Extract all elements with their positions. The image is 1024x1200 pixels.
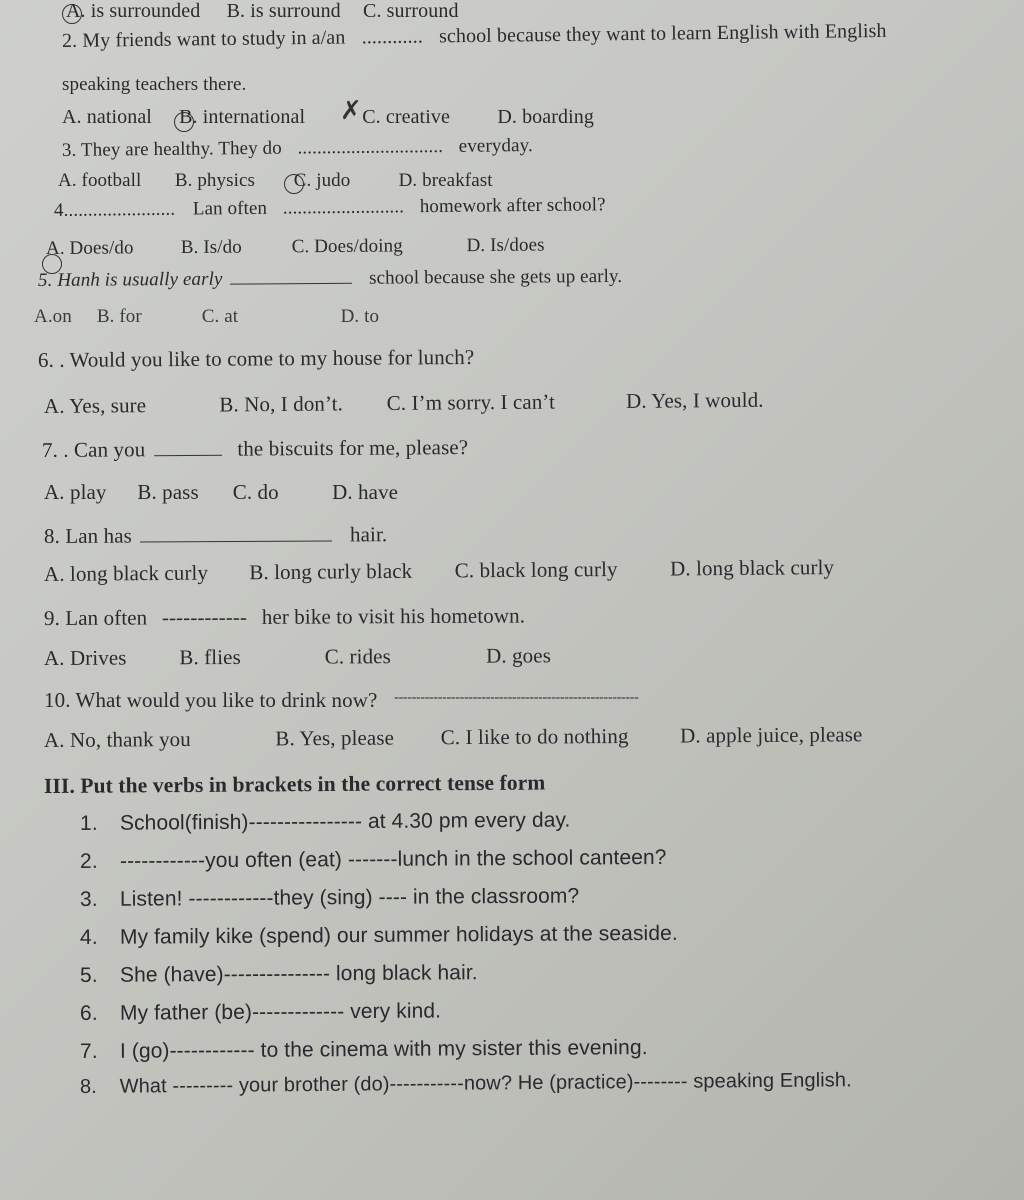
section3-item-num: 8.	[79, 1075, 97, 1098]
q4-mid: Lan often	[192, 197, 268, 220]
q7-option-a: A. play	[44, 480, 107, 504]
q10-option-a: A. No, thank you	[43, 726, 191, 752]
section3-item-text: I (go)------------ to the cinema with my sister this evening.	[119, 1036, 648, 1063]
q9-options	[44, 643, 551, 671]
q1-options	[66, 0, 459, 23]
q9-option-b: B. flies	[179, 644, 241, 670]
q8-stem-a: 8. Lan has	[43, 523, 132, 548]
q6-stem-text: 6. . Would you like to come to my house for lunch?	[37, 344, 475, 372]
q10-option-d: D. apple juice, please	[679, 722, 863, 748]
q1-option-c: C. surround	[363, 0, 459, 22]
q9-stem-a: 9. Lan often	[43, 605, 148, 630]
q5-option-b: B. for	[96, 306, 142, 327]
q6-stem	[38, 345, 474, 373]
q2-options	[62, 106, 594, 129]
q9-option-d: D. goes	[486, 643, 551, 668]
q6-option-a: A. Yes, sure	[43, 393, 147, 418]
strike-mark-q2-c: ✗	[340, 96, 362, 125]
section3-item-text: Listen! ------------they (sing) ---- in the classroom?	[119, 884, 580, 911]
q6-option-b: B. No, I don’t.	[219, 391, 344, 417]
q4-lead: 4.......................	[53, 198, 176, 221]
q3-option-b: B. physics	[174, 170, 256, 191]
q6-option-d: D. Yes, I would.	[625, 387, 764, 413]
q2-dots: ............	[361, 25, 423, 49]
q4-option-c: C. Does/doing	[291, 235, 403, 258]
q9-stem-b: her bike to visit his hometown.	[261, 603, 526, 629]
q1-option-b: B. is surround	[226, 0, 341, 22]
section3-item-4	[80, 922, 678, 950]
section3-item-2	[80, 846, 667, 874]
q9-option-a: A. Drives	[43, 645, 127, 670]
q5-option-d: D. to	[340, 306, 380, 327]
section3-item-7	[80, 1036, 648, 1064]
q10-dashes: --------------------------------------------------------	[394, 690, 639, 705]
section3-item-1	[80, 809, 571, 836]
section3-item-num: 4.	[79, 925, 98, 949]
section3-item-6	[80, 999, 441, 1026]
section3-item-5	[80, 961, 478, 988]
q6-options	[44, 388, 764, 419]
q2-option-c: C. creative	[362, 106, 450, 128]
section3-item-8	[80, 1069, 852, 1099]
q9-stem	[44, 603, 525, 631]
q5-option-c: C. at	[201, 306, 239, 327]
q2-stem-a: 2. My friends want to study in a/an	[61, 26, 346, 52]
section3-item-num: 6.	[79, 1001, 98, 1025]
section3-item-num: 1.	[79, 811, 98, 835]
q7-stem-a: 7. . Can you	[41, 437, 146, 462]
section3-item-num: 2.	[79, 849, 98, 873]
q8-stem	[44, 522, 387, 549]
q3-stem-b: everyday.	[458, 135, 533, 157]
q8-option-c: C. black long curly	[454, 556, 618, 583]
q7-stem-b: the biscuits for me, please?	[237, 435, 469, 461]
section3-item-text: School(finish)---------------- at 4.30 pm every day.	[119, 808, 571, 835]
q8-option-a: A. long black curly	[43, 560, 209, 586]
section3-item-num: 5.	[79, 963, 98, 987]
q4-option-d: D. Is/does	[466, 234, 545, 257]
q4-tail: homework after school?	[419, 194, 606, 218]
q4-options	[46, 235, 545, 260]
q1-option-a: A. is surrounded	[66, 0, 201, 22]
q7-options	[44, 480, 398, 505]
q3-option-a: A. football	[58, 170, 142, 191]
q10-stem	[44, 688, 638, 713]
q3-option-c: C. judo	[293, 170, 351, 191]
q10-options	[44, 722, 863, 753]
q2-stem-line2	[62, 74, 246, 96]
section3-item-num: 7.	[79, 1039, 98, 1063]
section3-item-text: My father (be)------------- very kind.	[119, 999, 442, 1025]
q6-option-c: C. I’m sorry. I can’t	[386, 389, 556, 416]
q3-stem-a: 3. They are healthy. They do	[61, 137, 282, 161]
q2-stem-c: speaking teachers there.	[62, 74, 247, 95]
section3-item-text: What --------- your brother (do)-----------now? He (practice)-------- speaking English.	[119, 1069, 852, 1098]
q3-option-d: D. breakfast	[398, 170, 493, 191]
q7-option-d: D. have	[332, 480, 399, 504]
q4-option-a: A. Does/do	[45, 237, 134, 259]
q9-dashes: ------------	[161, 604, 248, 630]
q2-stem-b: school because they want to learn English with English	[438, 19, 887, 48]
q3-options	[58, 170, 493, 192]
q3-stem	[62, 135, 533, 162]
section3-item-text: She (have)--------------- long black hair.	[119, 961, 478, 987]
q8-blank	[140, 539, 332, 542]
q5-stem-b: school because she gets up early.	[368, 265, 623, 289]
section3-item-num: 3.	[79, 887, 98, 911]
q2-option-d: D. boarding	[497, 106, 594, 128]
q4-dots: .........................	[282, 196, 405, 219]
q7-option-b: B. pass	[137, 480, 199, 504]
q10-stem-text: 10. What would you like to drink now?	[44, 688, 378, 712]
section3-item-text: ------------you often (eat) -------lunch in the school canteen?	[119, 845, 667, 873]
q7-stem	[42, 435, 468, 463]
q7-option-c: C. do	[232, 480, 279, 504]
q5-stem-a: 5. Hanh is usually early	[37, 268, 223, 291]
q3-dots: ..............................	[297, 136, 444, 159]
q10-option-b: B. Yes, please	[275, 725, 395, 751]
q4-option-b: B. Is/do	[180, 236, 242, 259]
q5-blank	[230, 282, 352, 285]
q8-option-b: B. long curly black	[249, 558, 413, 585]
q5-option-a: A.on	[34, 306, 72, 327]
q8-options	[44, 555, 834, 587]
q10-option-c: C. I like to do nothing	[440, 723, 629, 750]
section3-heading-text: III. Put the verbs in brackets in the correct tense form	[43, 770, 546, 798]
q2-stem-line1	[62, 20, 887, 53]
q5-stem	[38, 266, 622, 292]
q9-option-c: C. rides	[324, 644, 391, 669]
q4-stem	[54, 194, 606, 222]
q2-option-a: A. national	[62, 106, 152, 128]
q5-options	[34, 306, 379, 328]
section3-item-text: My family kike (spend) our summer holidays at the seaside.	[119, 921, 678, 949]
section3-item-3	[80, 885, 579, 912]
section3-heading	[44, 770, 546, 798]
q7-blank	[154, 454, 222, 456]
q2-option-b: B. international	[179, 106, 306, 128]
q8-stem-b: hair.	[349, 522, 388, 547]
q8-option-d: D. long black curly	[669, 555, 835, 581]
